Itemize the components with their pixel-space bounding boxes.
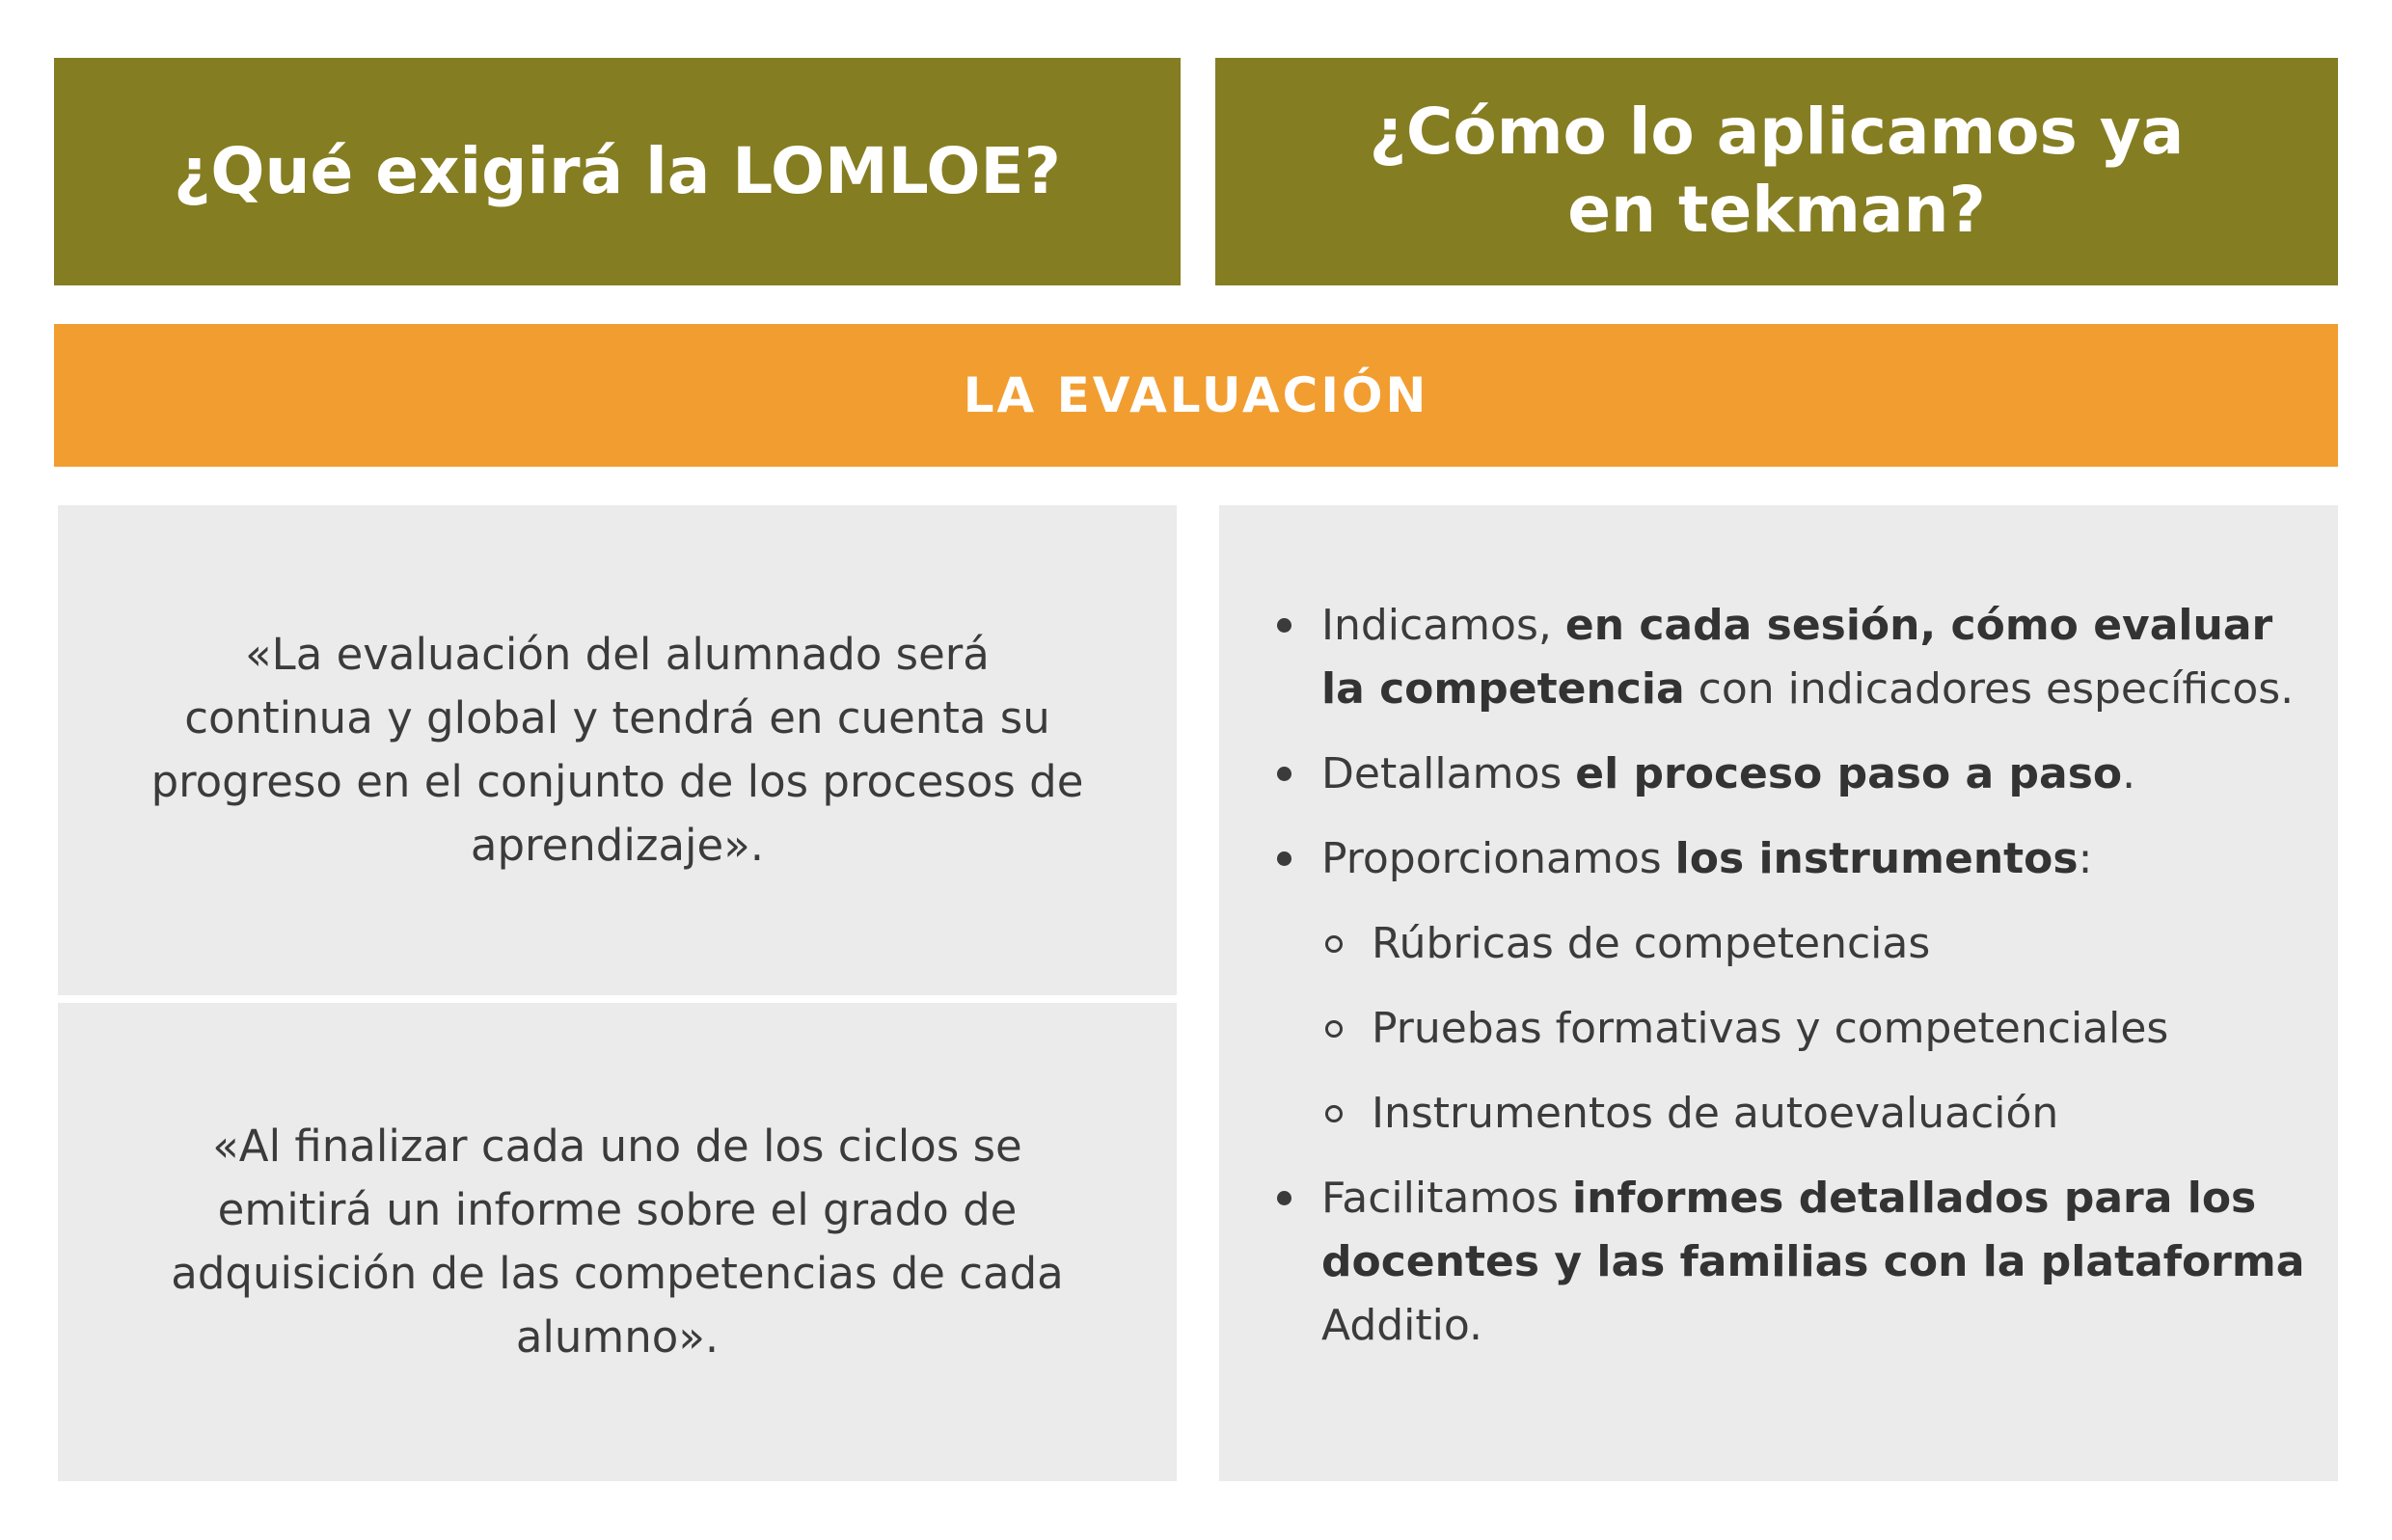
header-tekman: [1215, 58, 2338, 285]
header-tekman-line2: en tekman?: [1567, 173, 1986, 247]
point-proporcionamos: [1273, 827, 2315, 891]
point-2-bold: el proceso paso a paso: [1575, 749, 2123, 798]
point-3-bold: los instrumentos: [1674, 834, 2079, 883]
point-2-tail: .: [2122, 749, 2136, 798]
quote-1-text: «La evaluación del alumnado será continua y global y tendrá en cuenta su progreso en el conjunto de los procesos de aprendizaje».: [150, 629, 1084, 871]
subpoint-rubricas: Rúbricas de competencias: [1273, 912, 2315, 976]
subpoint-pruebas: Pruebas formativas y competenciales: [1273, 997, 2315, 1061]
tekman-points-list: [1273, 594, 2315, 1379]
point-1-lead: Indicamos,: [1321, 601, 1565, 650]
quote-panel-1: [58, 505, 1177, 995]
section-band: [54, 324, 2338, 467]
header-lomloe-title: ¿Qué exigirá la LOMLOE?: [174, 133, 1061, 208]
quote-2-text: «Al finalizar cada uno de los ciclos se emitirá un informe sobre el grado de adquisición de las competencias de cada alumno».: [171, 1121, 1064, 1363]
point-4-bold: informes detallados para los docentes y las familias con la plataforma: [1321, 1174, 2305, 1286]
point-detallamos: [1273, 743, 2315, 806]
point-4-tail: Additio.: [1321, 1301, 1483, 1350]
point-2-lead: Detallamos: [1321, 749, 1576, 798]
header-tekman-line1: ¿Cómo lo aplicamos ya: [1369, 95, 2185, 170]
point-3-lead: Proporcionamos: [1321, 834, 1675, 883]
point-facilitamos: [1273, 1167, 2315, 1358]
header-lomloe: [54, 58, 1181, 285]
point-indicamos: [1273, 594, 2315, 721]
point-1-tail: con indicadores específicos.: [1684, 664, 2295, 714]
header-tekman-title: [1370, 94, 2185, 249]
point-1-bold: en cada sesión, cómo evaluar la competencia: [1321, 601, 2273, 714]
subpoint-autoevaluacion: Instrumentos de autoevaluación: [1273, 1082, 2315, 1146]
tekman-panel: [1219, 505, 2338, 1481]
point-3-tail: :: [2078, 834, 2093, 883]
quote-panel-2: [58, 1003, 1177, 1481]
point-4-lead: Facilitamos: [1321, 1174, 1573, 1223]
section-title: LA EVALUACIÓN: [963, 367, 1429, 423]
